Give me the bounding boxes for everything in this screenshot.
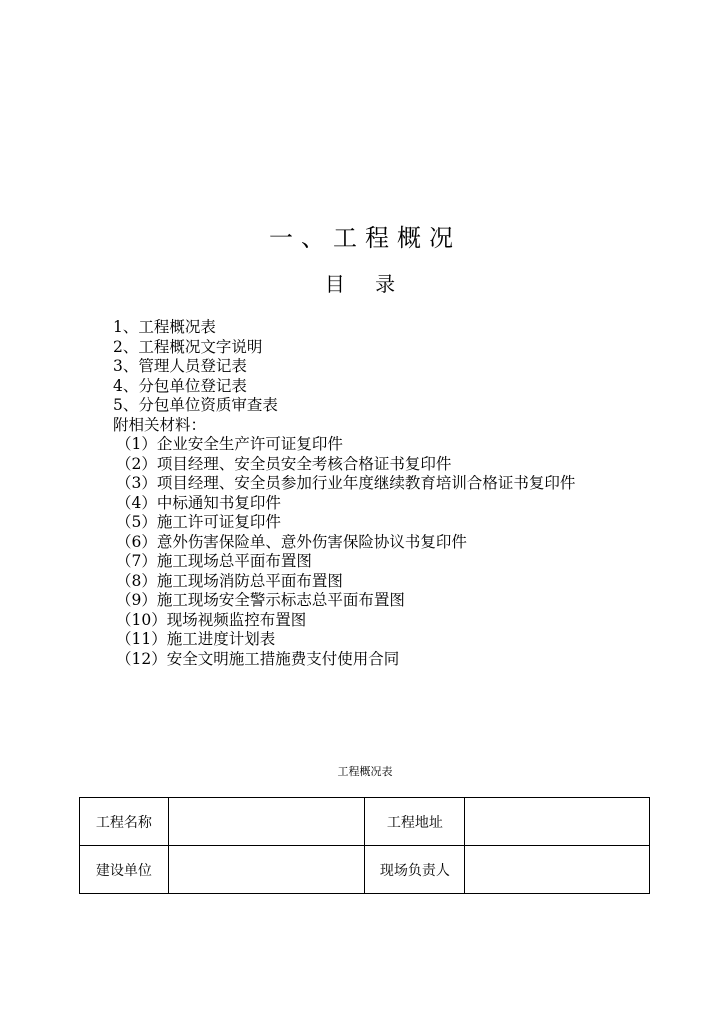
attachment-item: （5）施工许可证复印件 (116, 513, 281, 531)
project-address-value[interactable] (465, 798, 650, 846)
project-overview-table (79, 797, 650, 894)
construction-unit-label: 建设单位 (80, 846, 169, 894)
table-row (80, 846, 650, 894)
toc-item: 4、分包单位登记表 (113, 376, 247, 395)
page-title: 一、工程概况 (269, 224, 461, 252)
toc-item: 3、管理人员登记表 (113, 357, 247, 375)
attachment-item: （11）施工进度计划表 (116, 630, 276, 648)
attachment-item: （3）项目经理、安全员参加行业年度继续教育培训合格证书复印件 (116, 474, 576, 492)
toc-heading: 目 录 (324, 272, 408, 296)
attachments-heading: 附相关材料： (113, 415, 207, 434)
attachment-item: （1）企业安全生产许可证复印件 (116, 435, 343, 453)
attachment-item: （6）意外伤害保险单、意外伤害保险协议书复印件 (116, 532, 467, 551)
attachment-item: （9）施工现场安全警示标志总平面布置图 (116, 591, 405, 609)
attachment-item: （8）施工现场消防总平面布置图 (116, 571, 343, 590)
attachment-item: （4）中标通知书复印件 (116, 493, 281, 512)
site-manager-value[interactable] (465, 846, 650, 894)
table-of-contents (113, 318, 575, 669)
attachment-item: （7）施工现场总平面布置图 (116, 552, 312, 570)
attachment-item: （2）项目经理、安全员安全考核合格证书复印件 (116, 454, 452, 473)
table-row (80, 798, 650, 846)
site-manager-label: 现场负责人 (365, 846, 465, 894)
construction-unit-value[interactable] (168, 846, 365, 894)
project-name-value[interactable] (168, 798, 365, 846)
attachment-item: （10）现场视频监控布置图 (116, 610, 307, 629)
project-name-label: 工程名称 (80, 798, 169, 846)
toc-item: 2、工程概况文字说明 (113, 337, 263, 356)
attachment-item: （12）安全文明施工措施费支付使用合同 (116, 649, 400, 668)
toc-item: 1、工程概况表 (113, 318, 216, 336)
table-caption: 工程概况表 (337, 765, 393, 778)
project-address-label: 工程地址 (365, 798, 465, 846)
toc-item: 5、分包单位资质审查表 (113, 396, 278, 414)
